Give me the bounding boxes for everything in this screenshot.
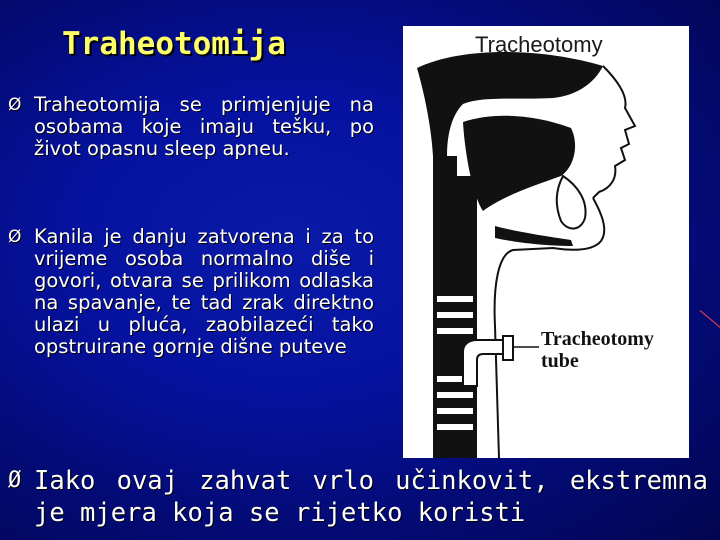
figure-label-line-2: tube	[541, 350, 579, 372]
bullet-item-1	[8, 94, 374, 160]
tracheotomy-illustration	[403, 26, 689, 458]
arrow-bullet-icon: Ø	[8, 95, 22, 115]
figure-label	[541, 328, 654, 372]
figure-title: Tracheotomy	[475, 32, 603, 57]
bullet-text-2: Kanila je danju zatvorena i za to vrijeme osoba normalno diše i govori, otvara se prilikom odlaska na spavanje, te tad zrak direktno ulazi u pluća, zaobilazeći tako opstruirane gornje dišne puteve	[34, 225, 374, 358]
slide-title: Traheotomija	[62, 26, 286, 62]
decorative-line	[700, 310, 720, 330]
bullet-text-3: Iako ovaj zahvat vrlo učinkovit, ekstremna je mjera koja se rijetko koristi	[34, 466, 708, 528]
figure-label-line-1: Tracheotomy	[541, 328, 654, 350]
arrow-bullet-icon: Ø	[8, 227, 22, 247]
arrow-bullet-icon: Ø	[8, 468, 22, 493]
bullet-item-3	[8, 465, 708, 529]
bullet-text-1: Traheotomija se primjenjuje na osobama koje imaju tešku, po život opasnu sleep apneu.	[34, 93, 374, 160]
airway-diagram-icon	[403, 26, 689, 458]
bullet-item-2	[8, 226, 374, 358]
